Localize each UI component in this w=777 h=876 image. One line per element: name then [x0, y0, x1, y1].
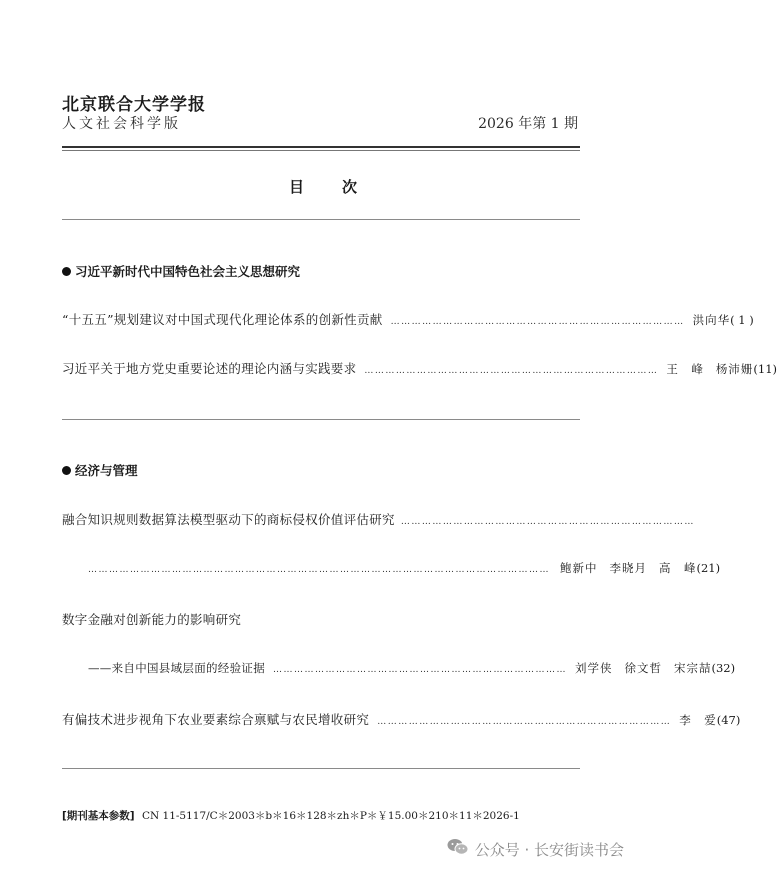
bullet-icon	[62, 267, 71, 276]
wechat-icon	[447, 838, 469, 860]
section-heading: 习近平新时代中国特色社会主义思想研究	[62, 262, 300, 280]
parameters-value: CN 11-5117/C＊2003＊b＊16＊128＊zh＊P＊￥15.00＊210＊11＊2026-1	[141, 810, 520, 822]
article-authors: 刘学侠 徐文哲 宋宗喆	[575, 661, 712, 675]
leader-dots: …………………………………………………………………………	[364, 366, 659, 376]
divider	[62, 219, 580, 220]
leader-dots: …………………………………………………………………………	[400, 517, 695, 527]
parameters-label: [期刊基本参数]	[62, 810, 135, 822]
article-title[interactable]: 有偏技术进步视角下农业要素综合禀赋与农民增收研究	[62, 712, 370, 727]
article-page: (21)	[696, 561, 721, 575]
article-page: (47)	[716, 713, 741, 727]
article-page: ( 1 )	[730, 313, 754, 327]
section-heading: 经济与管理	[62, 461, 138, 479]
article-page: (32)	[711, 661, 736, 675]
issue-number: 2026 年第 1 期	[478, 116, 578, 132]
watermark	[447, 838, 624, 860]
article-subtitle: ——来自中国县域层面的经验证据	[88, 661, 265, 675]
article-title[interactable]: “十五五”规划建议对中国式现代化理论体系的创新性贡献	[62, 312, 383, 327]
header-rule-thin	[62, 150, 580, 151]
divider	[62, 419, 580, 420]
leader-dots: …………………………………………………………………………	[273, 665, 567, 675]
article-title[interactable]: 习近平关于地方党史重要论述的理论内涵与实践要求	[62, 361, 357, 376]
bullet-icon	[62, 466, 71, 475]
toc-entry-continuation	[88, 560, 721, 580]
toc-heading: 目次	[288, 178, 395, 196]
leader-dots: …………………………………………………………………………	[377, 717, 672, 727]
article-title[interactable]: 融合知识规则数据算法模型驱动下的商标侵权价值评估研究	[62, 512, 395, 527]
divider	[62, 768, 580, 769]
article-authors: 李 爱	[679, 713, 717, 727]
journal-parameters	[62, 808, 520, 823]
toc-entry[interactable]	[62, 710, 741, 730]
article-page: (11)	[753, 362, 777, 376]
article-authors: 洪向华	[692, 313, 731, 327]
toc-entry[interactable]	[62, 359, 777, 379]
toc-entry-continuation	[88, 660, 736, 680]
article-title[interactable]: 数字金融对创新能力的影响研究	[62, 612, 242, 627]
article-authors: 王 峰 杨沛姗	[666, 362, 754, 376]
header-rule	[62, 146, 580, 148]
article-authors: 鲍新中 李晓月 高 峰	[560, 561, 697, 575]
journal-title: 北京联合大学学报	[62, 95, 206, 115]
leader-dots: …………………………………………………………………………	[390, 317, 685, 327]
leader-dots: ……………………………………………………………………………………………………………………	[88, 565, 550, 575]
watermark-text: 公众号 · 长安街读书会	[474, 840, 624, 859]
toc-entry[interactable]	[62, 510, 695, 530]
journal-subtitle: 人文社会科学版	[62, 116, 181, 132]
toc-entry[interactable]	[62, 610, 580, 630]
toc-entry[interactable]	[62, 310, 754, 330]
